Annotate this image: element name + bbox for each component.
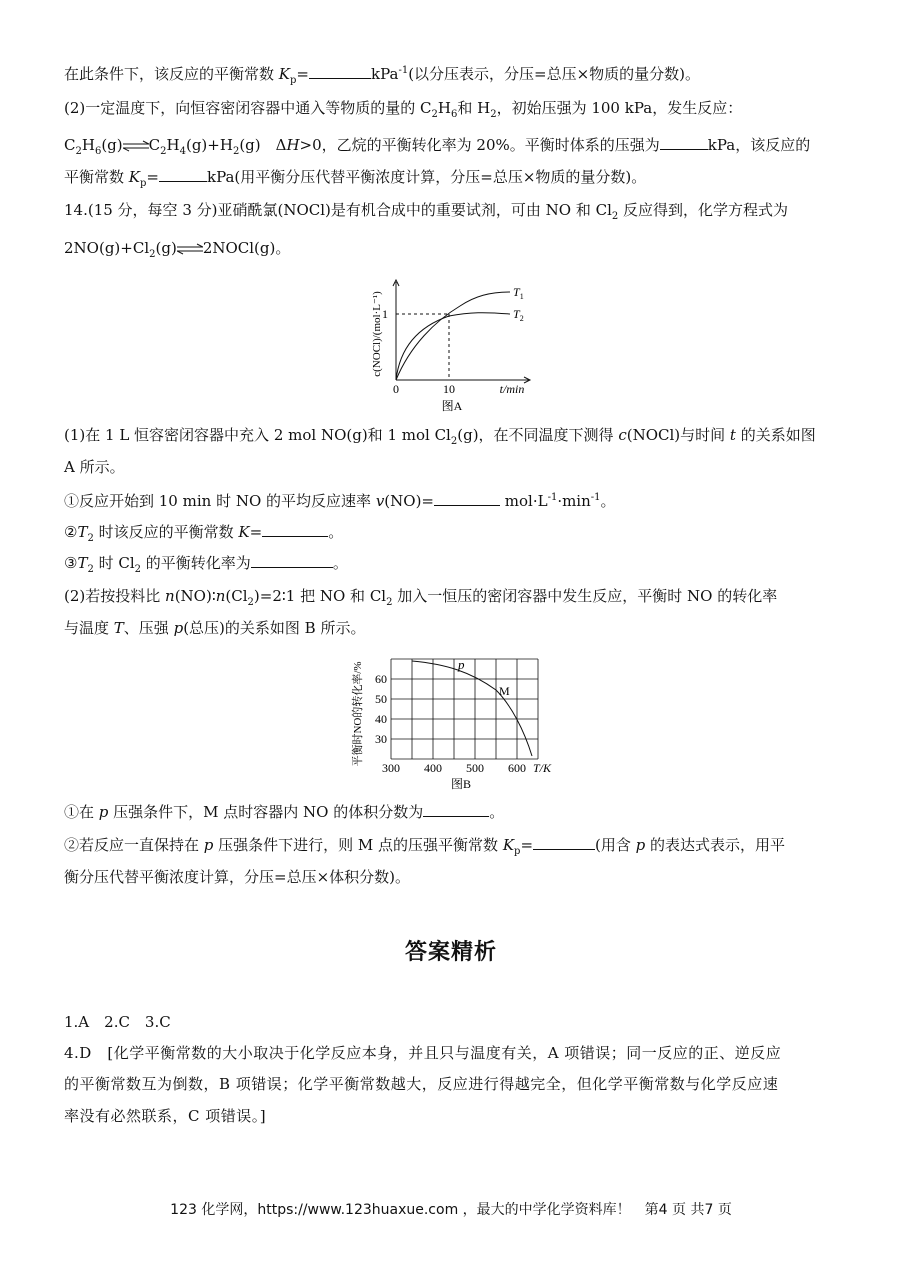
text: n bbox=[215, 587, 226, 605]
answer-blank[interactable] bbox=[434, 491, 500, 506]
page-footer: 123 化学网，https://www.123huaxue.com ，最大的中学化学资料库！ 第4 页 共7 页 bbox=[170, 1202, 732, 1218]
text: (Cl bbox=[225, 587, 248, 605]
text: 14.(15 分，每空 3 分)亚硝酰氯(NOCl)是有机合成中的重要试剂，可由 NO 和 Cl bbox=[64, 201, 612, 219]
text: (g) bbox=[101, 136, 123, 154]
conversion-curve bbox=[412, 661, 532, 756]
x-tick: 600 bbox=[508, 761, 526, 775]
text: p bbox=[98, 803, 109, 821]
text: T bbox=[113, 619, 124, 637]
text: 衡分压代替平衡浓度计算，分压=总压×体积分数)。 bbox=[64, 868, 410, 886]
subscript: 2 bbox=[160, 146, 167, 157]
y-axis-label: c(NOCl)/(mol·L⁻¹) bbox=[371, 291, 383, 377]
answer-blank[interactable] bbox=[660, 135, 708, 150]
equilibrium-arrow-icon bbox=[177, 243, 203, 255]
text: = bbox=[146, 168, 159, 186]
subscript: 6 bbox=[450, 109, 458, 120]
y-tick: 50 bbox=[375, 692, 387, 706]
grid bbox=[391, 659, 538, 759]
text: A 所示。 bbox=[64, 458, 125, 476]
text: 2NOCl(g)。 bbox=[202, 239, 291, 257]
subscript: 2 bbox=[611, 211, 619, 222]
answers-line3: 的平衡常数互为倒数，B 项错误；化学平衡常数越大，反应进行得越完全，但化学平衡常数与化学反应速 bbox=[64, 1075, 779, 1093]
answer-blank[interactable] bbox=[159, 167, 207, 182]
answer-blank[interactable] bbox=[309, 64, 371, 79]
text: ①在 bbox=[64, 803, 99, 821]
text: 压强条件下进行，则 M 点的压强平衡常数 bbox=[213, 836, 503, 854]
figure-a-caption: 图A bbox=[441, 399, 463, 413]
text: ② bbox=[64, 523, 78, 541]
q14-line1 bbox=[64, 200, 788, 220]
text: 。 bbox=[489, 803, 505, 821]
text: 时该反应的平衡常数 bbox=[93, 523, 239, 541]
x-tick-10: 10 bbox=[443, 382, 455, 396]
q14-p2-sub2 bbox=[64, 835, 785, 855]
x-axis-label: t/min bbox=[499, 382, 525, 396]
superscript: -1 bbox=[398, 65, 409, 76]
q14-p1-sub2 bbox=[64, 522, 343, 542]
subscript: 6 bbox=[94, 146, 102, 157]
q13-part2-line3 bbox=[64, 167, 646, 187]
text: H bbox=[286, 136, 300, 154]
text: 反应得到，化学方程式为 bbox=[618, 201, 789, 219]
curve-t2 bbox=[396, 313, 510, 380]
text: )=2∶1 把 NO 和 Cl bbox=[253, 587, 387, 605]
text: 时 Cl bbox=[93, 554, 135, 572]
text: = bbox=[249, 523, 263, 541]
text: H bbox=[81, 136, 95, 154]
text: (1)在 1 L 恒容密闭容器中充入 2 mol NO(g)和 1 mol Cl bbox=[64, 426, 451, 444]
text: C bbox=[148, 136, 161, 154]
subscript: 2 bbox=[134, 564, 142, 575]
text: (NOCl)与时间 bbox=[626, 426, 730, 444]
text: 与温度 bbox=[64, 619, 114, 637]
text: 的表达式表示，用平 bbox=[645, 836, 786, 854]
q14-p2-sub3 bbox=[64, 867, 410, 887]
x-tick-0: 0 bbox=[393, 382, 399, 396]
subscript: 4 bbox=[179, 146, 186, 157]
curve-t1 bbox=[396, 292, 510, 380]
text: (总压)的关系如图 B 所示。 bbox=[183, 619, 366, 637]
q13-part1-tail bbox=[64, 64, 700, 84]
text: 在此条件下，该反应的平衡常数 bbox=[64, 65, 279, 83]
text: kPa，该反应的 bbox=[707, 136, 811, 154]
q14-line2 bbox=[64, 238, 290, 258]
q14-p2-sub1 bbox=[64, 802, 504, 822]
text: 2NO(g)+Cl bbox=[64, 239, 150, 257]
text: 的关系如图 bbox=[735, 426, 816, 444]
y-tick: 30 bbox=[375, 732, 387, 746]
subscript: 2 bbox=[431, 109, 438, 120]
text: kPa(用平衡分压代替平衡浓度计算，分压=总压×物质的量分数)。 bbox=[206, 168, 647, 186]
text: v bbox=[375, 492, 385, 510]
answers-line4: 率没有必然联系，C 项错误。] bbox=[64, 1107, 267, 1125]
equilibrium-arrow-icon bbox=[123, 140, 149, 152]
text: t bbox=[729, 426, 736, 444]
text: mol·L bbox=[500, 492, 548, 510]
q14-p1-sub1 bbox=[64, 491, 616, 511]
q14-p1-line2 bbox=[64, 457, 125, 477]
text: T bbox=[77, 523, 88, 541]
q13-part2-line2 bbox=[64, 135, 810, 155]
text: (g)，在不同温度下测得 bbox=[457, 426, 619, 444]
text: (g) bbox=[155, 239, 177, 257]
text: (NO)∶ bbox=[174, 587, 216, 605]
text: T bbox=[77, 554, 88, 572]
text: ③ bbox=[64, 554, 78, 572]
text: (g) Δ bbox=[239, 136, 287, 154]
answers-line1: 1.A 2.C 3.C bbox=[64, 1013, 171, 1031]
answer-blank[interactable] bbox=[533, 835, 595, 850]
figure-b bbox=[346, 650, 556, 795]
text: 。 bbox=[600, 492, 616, 510]
t2-label: $T_2$ bbox=[513, 307, 524, 323]
text: 、压强 bbox=[123, 619, 174, 637]
text: n bbox=[165, 587, 175, 605]
x-tick: 300 bbox=[382, 761, 400, 775]
text: ·min bbox=[557, 492, 591, 510]
t1-label: $T_1$ bbox=[513, 285, 524, 301]
y-tick: 40 bbox=[375, 712, 387, 726]
text: p bbox=[203, 836, 214, 854]
subscript: 2 bbox=[87, 564, 94, 575]
text: C bbox=[64, 136, 76, 154]
text: (2)一定温度下，向恒容密闭容器中通入等物质的量的 C bbox=[64, 99, 432, 117]
text: (用含 bbox=[595, 836, 636, 854]
x-tick: 400 bbox=[424, 761, 442, 775]
text: 平衡常数 bbox=[64, 168, 129, 186]
text: ①反应开始到 10 min 时 NO 的平均反应速率 bbox=[64, 492, 376, 510]
subscript: p bbox=[514, 846, 521, 857]
figure-a bbox=[360, 276, 550, 416]
curve-label-p: p bbox=[458, 657, 465, 672]
figure-b-caption: 图B bbox=[450, 777, 472, 791]
subscript: p bbox=[290, 75, 297, 86]
text: ，初始压强为 100 kPa，发生反应： bbox=[496, 99, 743, 117]
subscript: 2 bbox=[75, 146, 82, 157]
y-tick-1: 1 bbox=[382, 307, 388, 321]
text: (以分压表示，分压=总压×物质的量分数)。 bbox=[408, 65, 701, 83]
subscript: 2 bbox=[149, 249, 156, 260]
subscript: 2 bbox=[247, 597, 254, 608]
x-tick: 500 bbox=[466, 761, 484, 775]
text: (g)+H bbox=[185, 136, 233, 154]
text: K bbox=[502, 836, 515, 854]
text: 和 H bbox=[457, 99, 491, 117]
text: p bbox=[635, 836, 646, 854]
answer-blank[interactable] bbox=[262, 522, 328, 537]
text: (NO)= bbox=[384, 492, 434, 510]
answers-line2: 4.D [化学平衡常数的大小取决于化学反应本身，并且只与温度有关，A 项错误；同一反应的正、逆反应 bbox=[64, 1044, 782, 1062]
y-tick: 60 bbox=[375, 672, 387, 686]
text: = bbox=[296, 65, 309, 83]
text: p bbox=[173, 619, 184, 637]
subscript: 2 bbox=[490, 109, 497, 120]
x-axis-label: T/K bbox=[532, 761, 552, 775]
text: 。 bbox=[332, 554, 348, 572]
answer-blank[interactable] bbox=[251, 553, 333, 568]
q14-p1-sub3 bbox=[64, 553, 348, 573]
subscript: 2 bbox=[232, 146, 240, 157]
text: 的平衡转化率为 bbox=[141, 554, 251, 572]
subscript: 2 bbox=[450, 436, 458, 447]
text: >0，乙烷的平衡转化率为 20%。平衡时体系的压强为 bbox=[299, 136, 660, 154]
text: 压强条件下，M 点时容器内 NO 的体积分数为 bbox=[108, 803, 424, 821]
y-axis-label: 平衡时NO的转化率/% bbox=[352, 661, 364, 767]
text: = bbox=[520, 836, 534, 854]
subscript: p bbox=[140, 178, 147, 189]
text: H bbox=[437, 99, 451, 117]
q14-p2-line1 bbox=[64, 586, 777, 606]
q13-part2-line1 bbox=[64, 98, 742, 118]
text: kPa bbox=[370, 65, 399, 83]
answer-blank[interactable] bbox=[423, 802, 489, 817]
subscript: 2 bbox=[386, 597, 393, 608]
superscript: -1 bbox=[590, 492, 601, 503]
text: K bbox=[128, 168, 140, 186]
q14-p1-line1 bbox=[64, 425, 816, 445]
point-label-m: M bbox=[499, 684, 510, 698]
subscript: 2 bbox=[87, 533, 94, 544]
answers-heading: 答案精析 bbox=[404, 940, 497, 965]
text: ②若反应一直保持在 bbox=[64, 836, 204, 854]
text: 加入一恒压的密闭容器中发生反应，平衡时 NO 的转化率 bbox=[392, 587, 778, 605]
superscript: -1 bbox=[547, 492, 558, 503]
q14-p2-line2 bbox=[64, 618, 365, 638]
kp-symbol: K bbox=[278, 65, 290, 83]
text: K bbox=[238, 523, 250, 541]
text: H bbox=[166, 136, 180, 154]
text: (2)若按投料比 bbox=[64, 587, 166, 605]
text: c bbox=[618, 426, 627, 444]
text: 。 bbox=[328, 523, 344, 541]
